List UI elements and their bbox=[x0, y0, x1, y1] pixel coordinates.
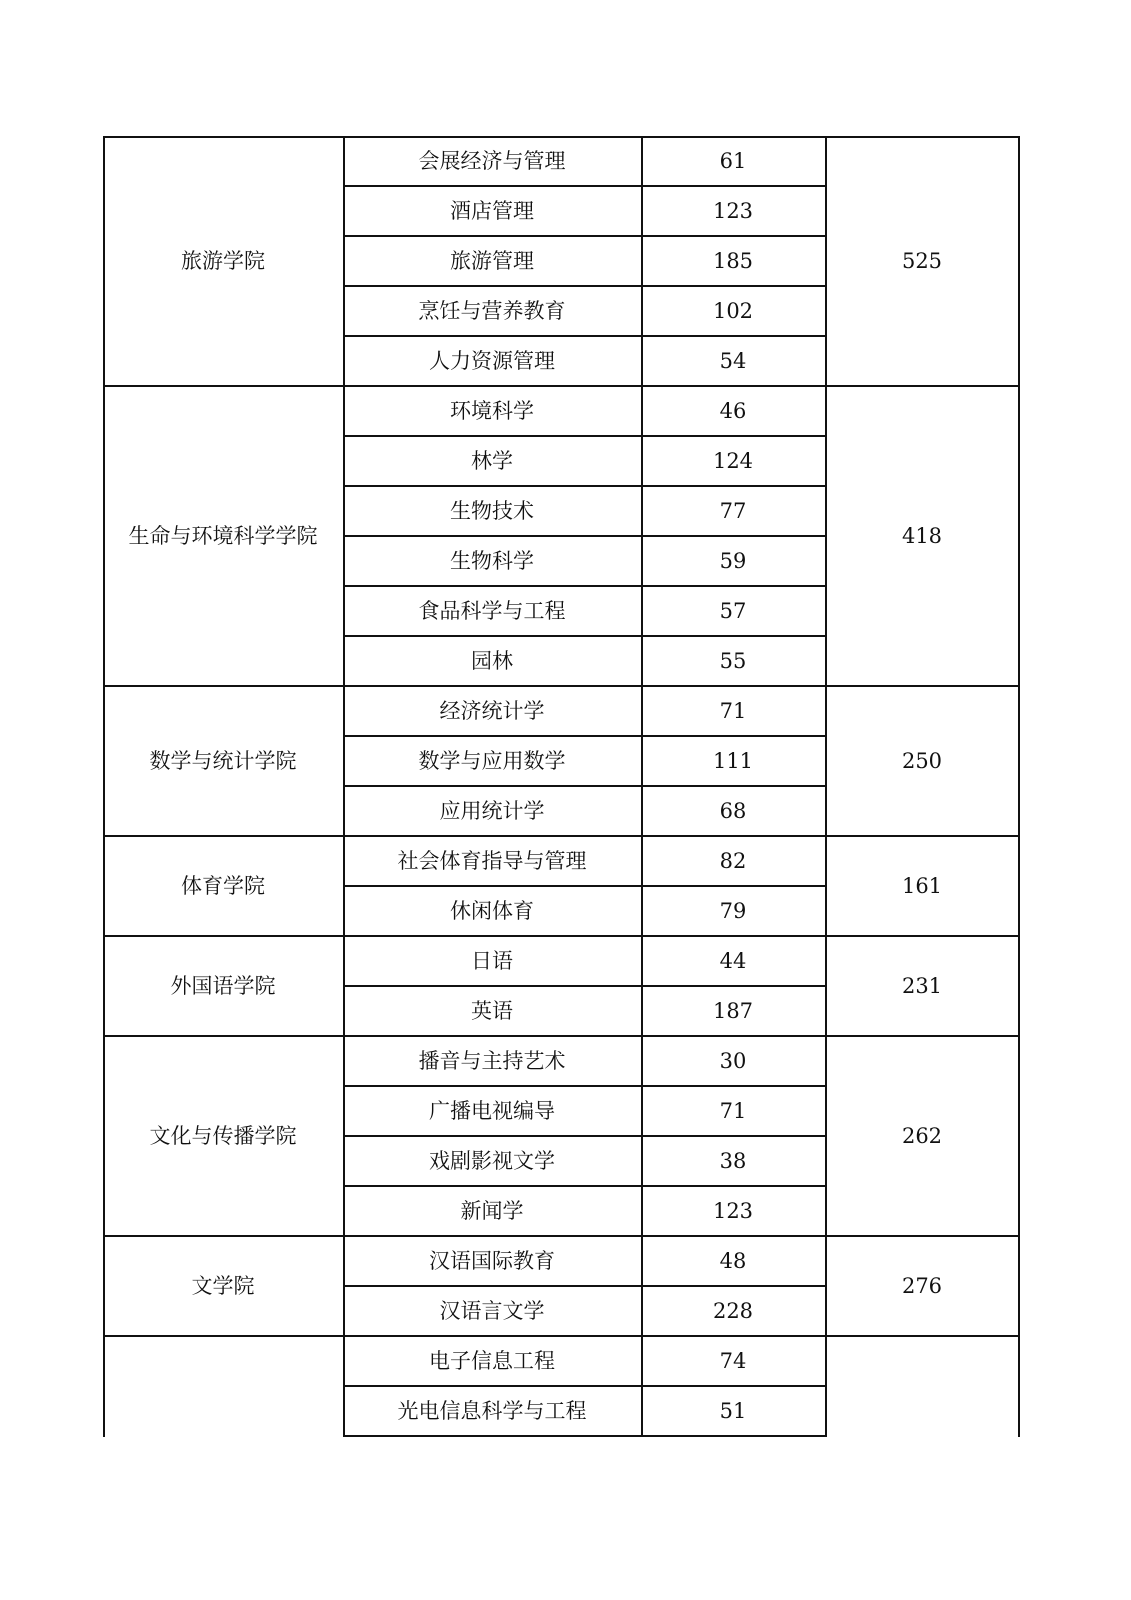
major-name-cell: 光电信息科学与工程 bbox=[397, 1398, 587, 1423]
major-name-cell: 休闲体育 bbox=[450, 898, 534, 923]
major-name-cell: 会展经济与管理 bbox=[418, 148, 566, 173]
major-count-cell: 228 bbox=[712, 1298, 754, 1323]
major-count-cell: 44 bbox=[719, 948, 747, 973]
enrollment-table bbox=[103, 136, 1019, 1437]
college-name-cell: 体育学院 bbox=[181, 873, 265, 898]
major-name-cell: 播音与主持艺术 bbox=[418, 1048, 566, 1073]
college-total-cell: 418 bbox=[901, 523, 943, 548]
major-count-cell: 46 bbox=[719, 398, 747, 423]
college-total-cell: 161 bbox=[901, 873, 943, 898]
major-count-cell: 48 bbox=[719, 1248, 747, 1273]
college-total-cell: 250 bbox=[901, 748, 943, 773]
college-total-cell: 525 bbox=[901, 248, 943, 273]
major-count-cell: 68 bbox=[719, 798, 747, 823]
college-name-cell: 生命与环境科学学院 bbox=[128, 523, 318, 548]
major-count-cell: 82 bbox=[719, 848, 747, 873]
major-name-cell: 汉语国际教育 bbox=[429, 1248, 555, 1273]
major-row-divider bbox=[343, 1435, 826, 1437]
major-name-cell: 食品科学与工程 bbox=[418, 598, 566, 623]
college-name-cell: 文化与传播学院 bbox=[149, 1123, 297, 1148]
college-name-cell bbox=[103, 1336, 343, 1436]
college-name-cell: 外国语学院 bbox=[170, 973, 276, 998]
major-name-cell: 汉语言文学 bbox=[439, 1298, 545, 1323]
major-count-cell: 123 bbox=[712, 198, 754, 223]
major-name-cell: 生物科学 bbox=[450, 548, 534, 573]
major-count-cell: 57 bbox=[719, 598, 747, 623]
major-name-cell: 生物技术 bbox=[450, 498, 534, 523]
major-count-cell: 111 bbox=[712, 748, 754, 773]
major-name-cell: 应用统计学 bbox=[439, 798, 545, 823]
major-name-cell: 广播电视编导 bbox=[429, 1098, 555, 1123]
column-divider bbox=[1018, 136, 1020, 1437]
major-name-cell: 烹饪与营养教育 bbox=[418, 298, 566, 323]
major-name-cell: 电子信息工程 bbox=[429, 1348, 555, 1373]
column-divider bbox=[103, 136, 105, 1437]
major-count-cell: 79 bbox=[719, 898, 747, 923]
college-total-cell bbox=[825, 1336, 1019, 1436]
major-name-cell: 社会体育指导与管理 bbox=[397, 848, 587, 873]
major-count-cell: 51 bbox=[719, 1398, 747, 1423]
major-count-cell: 30 bbox=[719, 1048, 747, 1073]
college-name-cell: 旅游学院 bbox=[181, 248, 265, 273]
college-total-cell: 262 bbox=[901, 1123, 943, 1148]
major-count-cell: 102 bbox=[712, 298, 754, 323]
major-name-cell: 经济统计学 bbox=[439, 698, 545, 723]
major-count-cell: 77 bbox=[719, 498, 747, 523]
major-count-cell: 187 bbox=[712, 998, 754, 1023]
major-name-cell: 旅游管理 bbox=[450, 248, 534, 273]
major-count-cell: 55 bbox=[719, 648, 747, 673]
major-count-cell: 59 bbox=[719, 548, 747, 573]
major-count-cell: 38 bbox=[719, 1148, 747, 1173]
major-count-cell: 71 bbox=[719, 1098, 747, 1123]
column-divider bbox=[343, 136, 345, 1437]
major-name-cell: 戏剧影视文学 bbox=[429, 1148, 555, 1173]
college-name-cell: 文学院 bbox=[191, 1273, 255, 1298]
college-total-cell: 231 bbox=[901, 973, 943, 998]
major-count-cell: 123 bbox=[712, 1198, 754, 1223]
major-name-cell: 新闻学 bbox=[460, 1198, 524, 1223]
column-divider bbox=[825, 136, 827, 1437]
college-name-cell: 数学与统计学院 bbox=[149, 748, 297, 773]
major-name-cell: 环境科学 bbox=[450, 398, 534, 423]
major-count-cell: 61 bbox=[719, 148, 747, 173]
column-divider bbox=[641, 136, 643, 1437]
major-count-cell: 185 bbox=[712, 248, 754, 273]
major-name-cell: 酒店管理 bbox=[450, 198, 534, 223]
major-count-cell: 124 bbox=[712, 448, 754, 473]
major-count-cell: 71 bbox=[719, 698, 747, 723]
major-name-cell: 林学 bbox=[471, 448, 513, 473]
major-name-cell: 英语 bbox=[471, 998, 513, 1023]
major-name-cell: 人力资源管理 bbox=[429, 348, 555, 373]
college-total-cell: 276 bbox=[901, 1273, 943, 1298]
major-name-cell: 日语 bbox=[471, 948, 513, 973]
major-name-cell: 数学与应用数学 bbox=[418, 748, 566, 773]
major-name-cell: 园林 bbox=[471, 648, 513, 673]
major-count-cell: 54 bbox=[719, 348, 747, 373]
major-count-cell: 74 bbox=[719, 1348, 747, 1373]
